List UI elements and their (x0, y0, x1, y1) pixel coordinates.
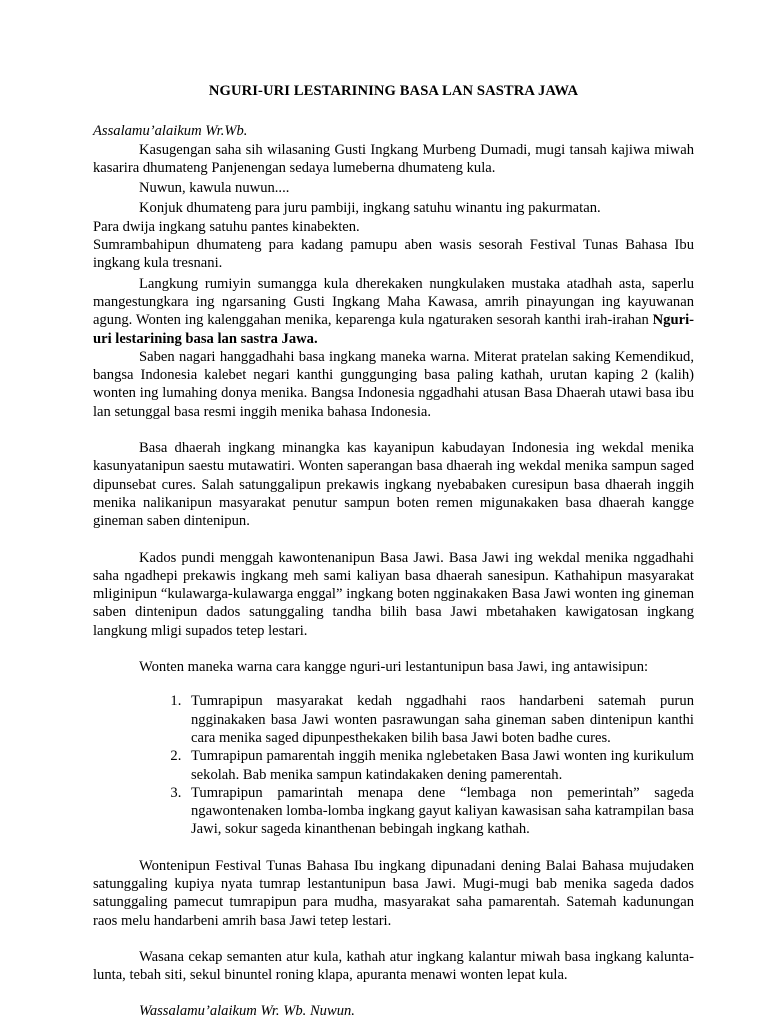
list-item: 1. Tumrapipun masyarakat kedah nggadhahi raos handarbeni satemah purun ngginakaken basa Jawi wonten pasrawungan saha gineman saben dintenipun kanthi cara menika saged dipunpesthekaken bilih basa Jawi boten badhe cures. (185, 692, 694, 747)
greeting: Assalamu’alaikum Wr.Wb. (93, 123, 248, 140)
closing: Wassalamu’alaikum Wr. Wb. Nuwun. (139, 1003, 355, 1020)
list-item: 3. Tumrapipun pamarintah menapa dene “lembaga non pemerintah” sageda ngawontenaken lomba-lomba ingkang gayut kaliyan kawasisan saha katrampilan basa Jawi, sokur sageda kinanthenan bebingah ingkang kathah. (185, 784, 694, 839)
paragraph-nuwun: Nuwun, kawula nuwun.... (139, 180, 290, 197)
paragraph-juru-pambiji: Konjuk dhumateng para juru pambiji, ingkang satuhu winantu ing pakurmatan. (139, 200, 601, 217)
speech-topic: Nguri-uri lestarining basa lan sastra Jawa. (93, 312, 694, 347)
list-item: 2. Tumrapipun pamarentah inggih menika nglebetaken Basa Jawi wonten ing kurikulum sekolah. Bab menika sampun katindakaken dening pamerentah. (185, 747, 694, 784)
paragraph-para-dwija: Para dwija ingkang satuhu pantes kinabekten. (93, 218, 360, 235)
paragraph-cara-nguri-uri: Wonten maneka warna cara kangge nguri-uri lestantunipun basa Jawi, ing antawisipun: (139, 659, 649, 676)
ways-list (93, 692, 694, 838)
paragraph-opening: Kasugengan saha sih wilasaning Gusti Ingkang Murbeng Dumadi, mugi tansah kajiwa miwah kasarira dhumateng Panjenengan sedaya lumeberna dhumateng kula. (93, 141, 694, 176)
paragraph-basa-dhaerah: Basa dhaerah ingkang minangka kas kayanipun kabudayan Indonesia ing wekdal menika kasunyatanipun saestu mutawatiri. Wonten saperangan basa dhaerah ing wekdal menika sampun saged dipunsebat cures. Salah satunggalipun prekawis ingkang nyebabaken curesipun basa dhaerah inggih menika nalikanipun masyarakat penutur sampun boten remen migunakaken basa dhaerah kangge gineman saben dintenipun. (93, 440, 694, 530)
paragraph-saben-nagari: Saben nagari hanggadhahi basa ingkang maneka warna. Miterat pratelan saking Kemendikud, bangsa Indonesia kalebet negari kanthi gunggunging basa paling kathah, urutan kaping 2 (kalih) wonten ing lumahing donya menika. Bangsa Indonesia nggadhahi atusan Basa Dhaerah utawi basa ibu lan setunggal basa resmi inggih menika bahasa Indonesia. (93, 348, 694, 420)
paragraph-basa-jawi: Kados pundi menggah kawontenanipun Basa Jawi. Basa Jawi ing wekdal menika nggadhahi saha ngadhepi prekawis ingkang meh sami kaliyan basa dhaerah sanesipun. Kathahipun masyarakat mliginipun “kulawarga-kulawarga enggal” ingkang boten ngginakaken Basa Jawi wonten ing gineman saben dintenipun dados satunggaling tandha bilih basa Jawi mbetahaken kawigatosan ingkang langkung mligi supados tetep lestari. (93, 549, 694, 639)
paragraph-langkung-rumiyin (93, 275, 694, 348)
document-title: NGURI-URI LESTARINING BASA LAN SASTRA JAWA (208, 83, 579, 99)
paragraph-wasana: Wasana cekap semanten atur kula, kathah atur ingkang kalantur miwah basa ingkang kalunta-lunta, tebah siti, sekul binuntel roning klapa, apuranta menawi wonten lepat kula. (93, 948, 694, 984)
paragraph-langkung-rumiyin-text: Langkung rumiyin sumangga kula dherekaken nungkulaken mustaka atadhah asta, saperlu mangestungkara ing ngarsaning Gusti Ingkang Maha Kawasa, amrih pinayungan ing kayuwanan agung. Wonten ing kalenggahan menika, keparenga kula ngaturaken sesorah kanthi irah-irahan (93, 275, 694, 329)
paragraph-sumrambahipun: Sumrambahipun dhumateng para kadang pamupu aben wasis sesorah Festival Tunas Bahasa Ibu ingkang kula tresnani. (93, 237, 694, 272)
paragraph-festival: Wontenipun Festival Tunas Bahasa Ibu ingkang dipunadani dening Balai Bahasa mujudaken satunggaling kupiya nyata tumrap lestantunipun basa Jawi. Mugi-mugi bab menika sageda dados satunggaling pamecut tumrapipun para mudha, masyarakat saha pamarentah. Satemah kadunungan raos melu handarbeni amrih basa Jawi tetep lestari. (93, 857, 694, 929)
